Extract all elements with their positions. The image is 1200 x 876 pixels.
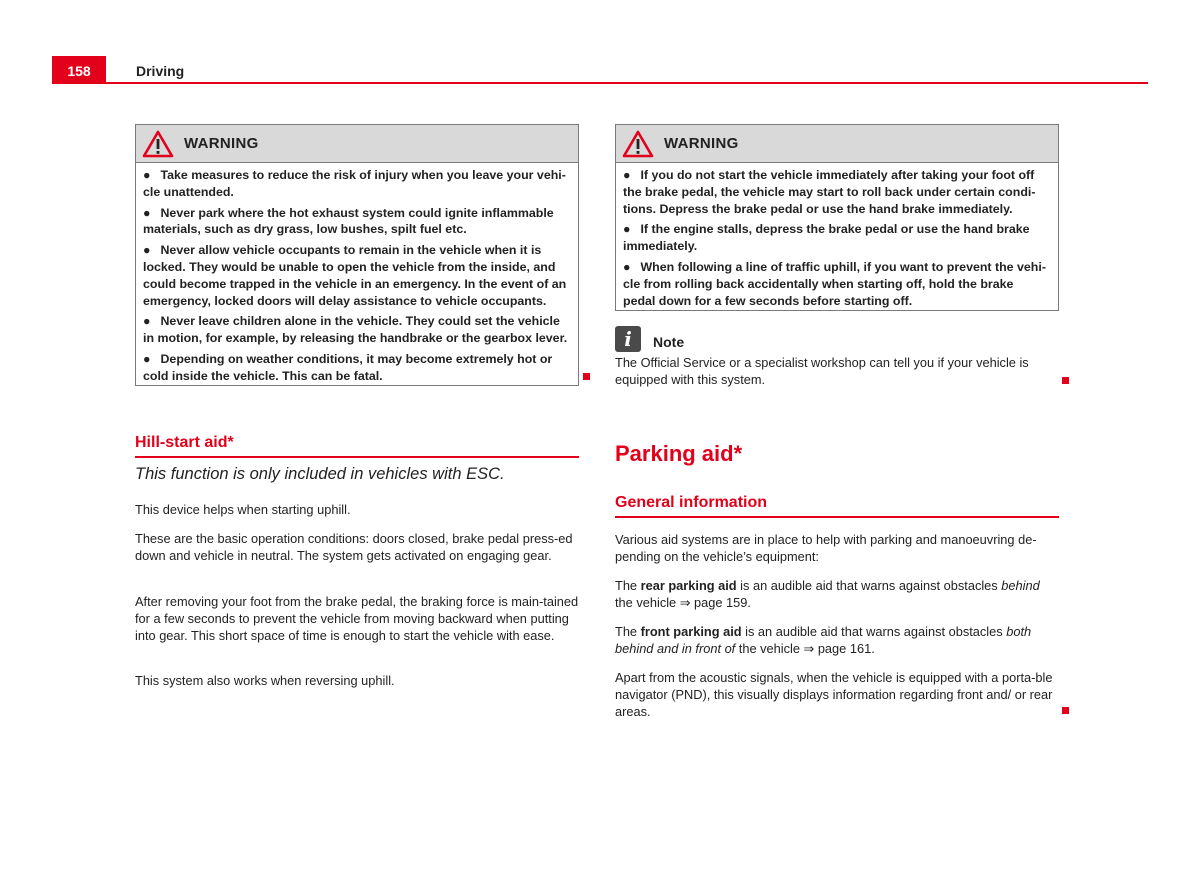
paragraph: After removing your foot from the brake pedal, the braking force is main-tained for a few seconds to prevent the vehicle from moving backward when putting into gear. This short space of time is enough to start the vehicle with ease.	[135, 594, 579, 643]
warning-header	[616, 125, 1058, 163]
page-number: 158	[52, 56, 106, 84]
bullet-icon: ●	[143, 243, 151, 258]
section-intro: This function is only included in vehicles with ESC.	[135, 465, 505, 483]
warning-box-left	[135, 124, 579, 386]
bullet-icon: ●	[143, 314, 151, 329]
chapter-title: Parking aid*	[615, 441, 743, 466]
paragraph: These are the basic operation conditions: doors closed, brake pedal press-ed down and vehicle in neutral. The system gets activated on engaging gear.	[135, 531, 573, 563]
note-block	[615, 312, 1059, 388]
bullet-icon: ●	[143, 168, 151, 182]
info-icon: i	[615, 326, 641, 352]
page-reference-link[interactable]: the vehicle ⇒ page 159.	[615, 594, 751, 610]
term-front-parking-aid: front parking aid	[640, 624, 742, 639]
warning-box-right	[615, 124, 1059, 311]
warning-item: ● If the engine stalls, depress the brake pedal or use the hand brake immediately.	[623, 222, 1030, 254]
section-heading-general-info: General information	[615, 494, 1059, 518]
warning-item: ● Depending on weather conditions, it may become extremely hot or cold inside the vehicle. This can be fatal.	[143, 351, 553, 383]
paragraph-rear-parking: The rear parking aid is an audible aid that warns against obstacles behind the vehicle ⇒ page 159.	[615, 578, 1040, 610]
paragraph: Apart from the acoustic signals, when the vehicle is equipped with a porta-ble navigator (PND), this visually displays information regarding front and/ or rear areas.	[615, 670, 1053, 719]
section-heading-hill-start: Hill-start aid*	[135, 434, 579, 458]
page-reference-link[interactable]: the vehicle ⇒ page 161.	[735, 640, 875, 656]
paragraph-front-parking: The front parking aid is an audible aid that warns against obstacles both behind and in front of the vehicle ⇒ page 161.	[615, 624, 1032, 656]
warning-item: ● Never leave children alone in the vehicle. They could set the vehicle in motion, for example, by releasing the handbrake or the gearbox lever.	[143, 314, 568, 346]
warning-triangle-icon	[622, 130, 654, 158]
warning-item: ● Take measures to reduce the risk of injury when you leave your vehi-cle unattended.	[143, 168, 566, 199]
warning-item: ● Never park where the hot exhaust system could ignite inflammable materials, such as dry grass, low bushes, spilt fuel etc.	[143, 205, 554, 237]
running-header-section: Driving	[136, 63, 185, 79]
warning-item: ● When following a line of traffic uphill, if you want to prevent the vehi-cle from rolling back accidentally when starting off, hold the brake pedal down for a few seconds before starting off.	[623, 259, 1046, 308]
note-header	[615, 326, 1059, 352]
paragraph: This device helps when starting uphill.	[135, 502, 351, 517]
section-end-marker	[583, 373, 590, 380]
paragraph: This system also works when reversing uphill.	[135, 673, 395, 688]
warning-item: ● Never allow vehicle occupants to remain in the vehicle when it is locked. They would be unable to open the vehicle from the inside, and could become trapped in the vehicle in an emergency. In the event of an emergency, locked doors will delay assistance to vehicle occupants.	[143, 243, 567, 308]
warning-triangle-icon	[142, 130, 174, 158]
note-text: The Official Service or a specialist workshop can tell you if your vehicle is equipped with this system.	[615, 355, 1029, 387]
warning-item: ● If you do not start the vehicle immediately after taking your foot off the brake pedal, the vehicle may start to roll back under certain condi-tions. Depress the brake pedal or use the hand brake immediately.	[623, 168, 1036, 216]
warning-list	[616, 163, 1058, 317]
warning-title: WARNING	[184, 135, 259, 152]
bullet-icon: ●	[143, 205, 151, 220]
bullet-icon: ●	[623, 259, 631, 274]
bullet-icon: ●	[143, 351, 151, 366]
bullet-icon: ●	[623, 168, 631, 182]
note-title: Note	[653, 334, 685, 350]
warning-list	[136, 163, 578, 393]
section-end-marker	[1062, 377, 1069, 384]
warning-header	[136, 125, 578, 163]
section-end-marker	[1062, 707, 1069, 714]
term-rear-parking-aid: rear parking aid	[640, 578, 737, 593]
header-rule	[52, 82, 1148, 84]
bullet-icon: ●	[623, 222, 631, 237]
paragraph: Various aid systems are in place to help with parking and manoeuvring de-pending on the vehicle’s equipment:	[615, 532, 1037, 564]
warning-title: WARNING	[664, 135, 739, 152]
